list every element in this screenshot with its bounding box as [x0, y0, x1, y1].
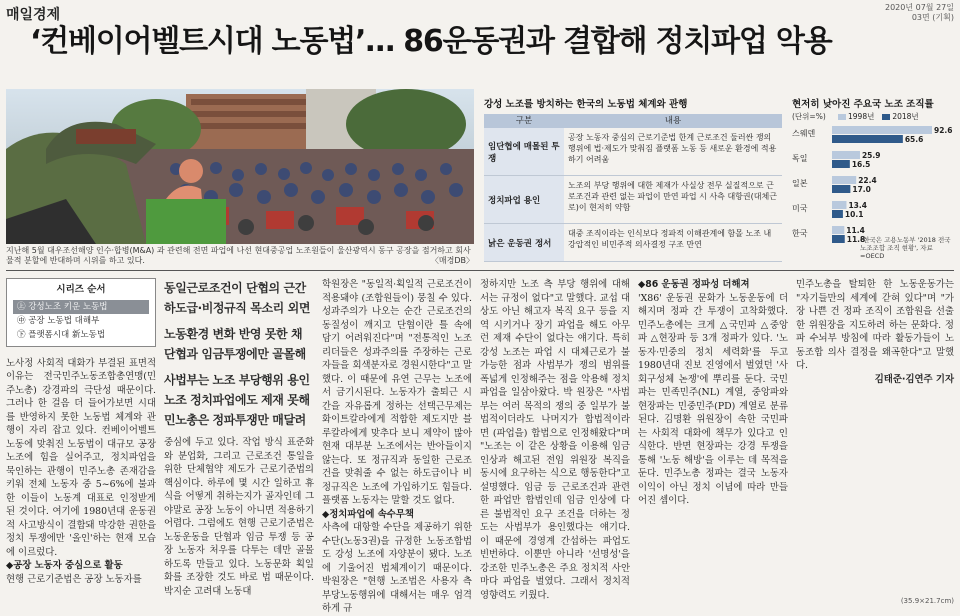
- article-column-6: [796, 278, 954, 386]
- subheadline: 민노총은 정파투쟁만 매달려: [164, 413, 306, 427]
- chart-legend: [838, 111, 919, 122]
- legend-swatch: [838, 114, 846, 120]
- bar-1998: [832, 151, 860, 159]
- series-title: 시리즈 순서: [56, 284, 106, 295]
- bar-value-label: 22.4: [858, 176, 877, 185]
- protest-photo: [6, 89, 474, 244]
- bar-1998: [832, 226, 844, 234]
- subheadline: 단협과 임금투쟁에만 골몰해: [164, 347, 306, 361]
- byline: 김태준·김연주 기자: [874, 373, 954, 385]
- bar-value-label: 11.4: [846, 226, 865, 235]
- table-row-label: 낡은 운동권 정서: [484, 224, 564, 261]
- category-label: 미국: [792, 204, 808, 213]
- series-item-current: ㊤ 강성노조 키운 노동법: [13, 300, 149, 314]
- legend-swatch: [882, 114, 890, 120]
- date: 2020년 07월 27일: [885, 3, 954, 12]
- section-heading: ◆정치파업에 속수무책: [322, 508, 414, 520]
- subheadline: 동일근로조건이 단협의 근간: [164, 281, 306, 295]
- union-rate-chart: [792, 96, 954, 264]
- bar-value-label: 13.4: [848, 201, 867, 210]
- table-row-text: 대중 조직이라는 인식보다 정파적 이해관계에 함몰 노조 내 강압적인 비민주적 의사결정 구조 만연: [568, 229, 772, 249]
- article-column-5: [638, 278, 788, 508]
- article-column-2: [164, 278, 314, 598]
- section-heading: ◆공장 노동자 중심으로 활동: [6, 560, 123, 571]
- article-paragraph: 사측에 대항할 수단을 제공하기 위한 수단(노동3권)을 규정한 노동조합법도 강성 노조에 자양분이 됐다. 노조에 기울어진 법체계이기 때문이다. 박원장은 "현행 노조법은 사용자 측 부당노동행위에 대해서는 매우 엄격하게 규: [322, 522, 472, 614]
- legend-label: 2018년: [892, 112, 919, 121]
- article-paragraph: 중심에 두고 있다. 작업 방식 표준화와 분업화, 그리고 근로조건 통일을 위한 단체협약 제도가 근로기준법의 핵심이다. 하루에 몇 시간 일하고 휴식을 어떻게 취하는지가 골자인데 그야말로 공장 노동이 아니면 적용하기 어렵다. 그럼에도 현행 근로기준법은 노동운동을 단협과 임금 투쟁 등 공장 노동자 처우를 다투는 데만 골몰하도록 만들고 있다. 노동문화 획일화를 조장한 것도 바로 법 때문이다. 박지순 고려대 노동대: [164, 437, 314, 597]
- series-item: ㊦ 플랫폼시대 新노동법: [17, 329, 106, 340]
- table-header-content: 내용: [664, 116, 682, 126]
- bar-2018: [832, 135, 903, 143]
- chart-title: 현저히 낮아진 주요국 노조 조직률: [792, 99, 934, 110]
- subheadline-group: [164, 370, 314, 430]
- headline: ‘컨베이어벨트시대 노동법’… 86운동권과 결합해 정치파업 악용: [30, 24, 832, 59]
- photo-caption-text: 지난해 5월 대우조선해양 인수·합병(M&A) 과 관련해 전면 파업에 나선 현대중공업 노조원들이 울산광역시 동구 공장을 점거하고 회사 물적 분할에 반대하며 시위를 하고 있다.: [6, 246, 471, 265]
- table-header-category: 구분: [515, 116, 533, 126]
- table-row-text: 공장 노동자 중심의 근로기준법 한계 근로조건 둘러싼 쟁의 행위에 법·제도가 맞춰짐 플랫폼 노동 등 새로운 환경에 적용하기 어려움: [568, 133, 777, 164]
- table-row: [484, 176, 782, 224]
- table-header: [484, 114, 782, 128]
- chart-note: *한국은 고용노동부 '2018 전국 노조조합 조직 현황', 자료=OECD: [860, 236, 951, 260]
- size-note: (35.9×21.7cm): [900, 597, 954, 605]
- section-heading: ◆86 운동권 정파성 더해져: [638, 279, 750, 290]
- table-row: [484, 224, 782, 262]
- subheadline: 사법부는 노조 부당행위 용인: [164, 373, 310, 387]
- legend-label: 1998년: [848, 112, 875, 121]
- table-title: 강성 노조를 방치하는 한국의 노동법 체계와 관행: [484, 99, 688, 110]
- table-row-label: 임단협에 매몰된 투쟁: [484, 128, 564, 175]
- bar-value-label: 25.9: [861, 151, 881, 160]
- photo-credit: 〈매경DB〉: [430, 256, 474, 265]
- legend-item: [882, 111, 918, 122]
- bar-2018: [832, 210, 843, 218]
- legend-item: [838, 111, 874, 122]
- section-divider: [6, 270, 954, 271]
- page-number: 03면 (기획): [911, 13, 954, 22]
- series-box: [6, 278, 156, 347]
- table-row-label: 정치파업 용인: [484, 176, 564, 223]
- bar-1998: [832, 126, 932, 134]
- subheadline-group: [164, 278, 314, 318]
- category-label: 한국: [792, 229, 808, 238]
- bar-1998: [832, 176, 856, 184]
- article-column-1: [6, 278, 156, 586]
- bar-value-label: 16.5: [851, 160, 871, 169]
- bar-2018: [832, 160, 850, 168]
- article-column-3: [322, 278, 472, 616]
- photo-caption: [6, 246, 474, 266]
- bar-value-label: 92.6: [934, 126, 953, 135]
- category-label: 독일: [792, 154, 808, 163]
- category-label: 스웨덴: [792, 129, 816, 138]
- article-paragraph: 노사정 사회적 대화가 부결된 표면적 이유는 전국민주노동조합총연맹(민주노총) 강경파의 극단성 때문이다. 그러나 한 걸음 더 들어가보면 시대를 반영하지 못한 노동법 체계와 관행이 자리 잡고 있다. 컨베이어벨트 노동에 맞춰진 노동법이 대규모 공장 노조에 힘을 실어주고, 정치파업을 묵인하는 관행이 민주노총 존재감을 키워 전체 노동자 중 5~6%에 불과한 이들이 노동계 대표로 인정받게 된 것이다. 여기에 1980년대 운동권적 사고방식이 결합돼 막강한 권한을 정치 투쟁에만 '올인'하는 현재 모습에 이르렀다.: [6, 357, 156, 558]
- publication-name: 매일경제: [6, 7, 61, 23]
- bar-2018: [832, 185, 850, 193]
- protest-photo-image: [6, 89, 474, 244]
- chart-unit: (단위=%): [792, 112, 826, 121]
- table-row: [484, 128, 782, 176]
- bar-value-label: 65.6: [904, 135, 924, 144]
- bar-value-label: 11.8: [846, 235, 866, 244]
- article-paragraph: 현행 근로기준법은 공장 노동자를: [6, 573, 142, 585]
- subheadline-group: [164, 324, 314, 364]
- category-label: 일본: [792, 179, 808, 188]
- article-column-4: [480, 278, 630, 602]
- bar-value-label: 10.1: [844, 210, 864, 219]
- bar-2018: [832, 235, 845, 243]
- series-item: ㊥ 공장 노동법 대해부: [17, 315, 100, 326]
- subheadline: 하도급·비정규직 목소리 외면: [164, 301, 311, 315]
- article-paragraph: 'X86' 운동권 문화가 노동운동에 더해지며 정파 간 투쟁이 고착화했다. 민주노총에는 크게 △국민파 △중앙파 △현장파 등 3개 정파가 있다. '노동자·민중의 정치 세력화'를 두고 1980년대 진보 진영에서 벌였던 '사회구성체 논쟁'에 뿌리를 둔다. 국민파는 민족민주(NL) 계열, 중앙파와 현장파는 민중민주(PD) 계열로 분류된다. 김명환 위원장이 속한 국민파는 사회적 대화에 책무가 있다고 인식한다. 반면 현장파는 강경 투쟁을 통해 '노동 해방'을 이루는 데 목적을 둔다. 민주노총 정파는 결국 노동자 이익이 아닌 정치 이념에 따라 만들어진 셈이다.: [638, 292, 788, 506]
- bar-value-label: 17.0: [852, 185, 871, 194]
- subheadline: 노조 정치파업에도 제재 못해: [164, 393, 310, 407]
- subheadline: 노동환경 변화 반영 못한 채: [164, 327, 303, 341]
- bar-1998: [832, 201, 846, 209]
- article-paragraph: 민주노총을 탈퇴한 한 노동운동가는 "자기들만의 세계에 갇혀 있다"며 "가장 나쁜 건 정파 조직이 조합원을 선출한 위원장을 지도하려 하는 문화다. 정파 수뇌부 방침에 따라 활동가들이 노동조합 의사 결정을 왜곡한다"고 말했다.: [796, 279, 954, 371]
- labor-law-table: [484, 96, 782, 264]
- table-row-text: 노조의 부당 행위에 대한 제재가 사실상 전무 실질적으로 근로조건과 관련 없는 파업이 만연 파업 시 사측 대항권(대체근로)이 현저히 약함: [568, 181, 777, 212]
- article-paragraph: 정하지만 노조 측 부당 행위에 대해서는 규정이 없다"고 말했다. 교섭 대상도 아닌 해고자 복직 요구 등을 지역 시키거나 장기 파업을 해도 아무런 제재 수단이 없다는 얘기다. 특히 강성 노조는 파업 시 대체근로가 불가능한 점과 사법부가 쟁의 범위를 폭넓게 인정해주는 점을 악용해 정치파업을 일삼아왔다. 박 원장은 "사법부는 여러 목적의 쟁의 중 일부가 불법적이더라도 나머지가 합법적이라면 (파업을) 합법으로 인정해왔다"며 "노조는 이 같은 상황을 이용해 임금 인상과 해고된 전임 위원장 복직을 동시에 요구하는 식으로 행동한다"고 설명했다. 임금 등 근로조건과 관련한 파업만 합법인데 임금 인상에 다른 불법적인 요구 조건을 더하는 정도는 사법부가 용인했다는 얘기다. 이 때문에 경영계 간섭하는 파업도 빈번하다. 이뿐만 아니라 '선명성'을 강조한 민주노총은 주요 정치적 사안마다 파업을 벌였다. 그래서 정치적 영향력도 키웠다.: [480, 279, 630, 601]
- article-paragraph: 학원장은 "동일적·획일적 근로조건이 적용돼야 (조합원들이) 뭉칠 수 있다. 성과주의가 나오는 순간 근로조건의 동질성이 깨지고 단협이란 틀 속에 담기 어려워진다"며 "전통적인 노조 리더들은 성과주의를 주장하는 근로자들을 회색분자로 경원시한다"고 말했다. 이 때문에 유연 근무는 노조에서 금기시된다. 노동자가 출퇴근 시간을 자유롭게 정하는 선택근무제는 화이트칼라에게 적합한 제도지만 블루칼라에게 맞추다 보니 제약이 많아 현재 대부분 노조에서는 반아들이지 않는다. 또 정규직과 동일한 근로조건을 맞춰줄 수 없는 하도급이나 비정규직은 노조에 가입하기도 힘들다. 플랫폼 노동자는 말할 것도 없다.: [322, 279, 472, 506]
